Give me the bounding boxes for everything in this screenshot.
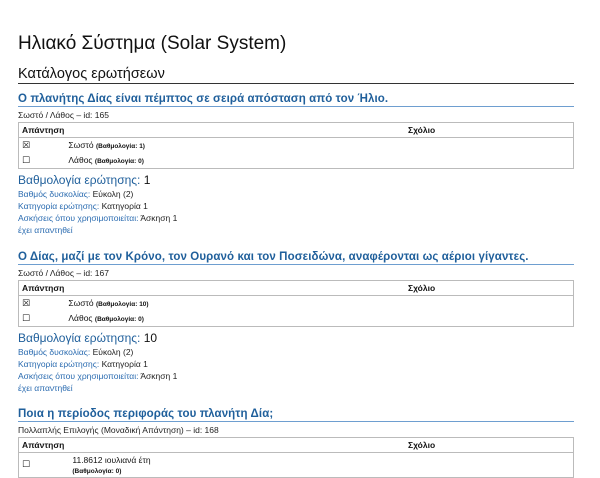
question-score-value: 1 (143, 173, 151, 187)
comment-column-header: Σχόλιο (405, 281, 574, 296)
answer-column-header: Απάντηση (19, 438, 406, 453)
answer-comment (405, 296, 574, 312)
category-label: Κατηγορία ερώτησης: (18, 359, 100, 369)
unchecked-checkbox-icon: ☐ (22, 313, 31, 323)
answer-text: 11.8612 ιουλιανά έτη (72, 455, 151, 465)
question-score-label: Βαθμολογία ερώτησης: (18, 173, 141, 187)
question-score-value: 10 (143, 331, 158, 345)
answer-row (19, 453, 574, 478)
answer-score: (Βαθμολογία: 1) (95, 143, 145, 150)
exercises-value: Άσκηση 1 (140, 213, 178, 223)
unchecked-checkbox-icon: ☐ (22, 459, 31, 469)
question-title: Ο Δίας, μαζί με τον Κρόνο, τον Ουρανό και τον Ποσειδώνα, αναφέρονται ως αέριοι γίγαντες. (18, 251, 529, 263)
difficulty-label: Βαθμός δυσκολίας: (18, 189, 91, 199)
answer-row (19, 311, 574, 327)
answer-row (19, 153, 574, 169)
answer-row (19, 296, 574, 312)
difficulty-line (18, 189, 574, 199)
exercises-value: Άσκηση 1 (140, 371, 178, 381)
answer-comment (405, 138, 574, 154)
question-title: Ο πλανήτης Δίας είναι πέμπτος σε σειρά απόσταση από τον Ήλιο. (18, 93, 389, 105)
answer-column-header: Απάντηση (19, 123, 406, 138)
answers-header-row (19, 438, 574, 453)
answer-comment (405, 453, 574, 478)
question-divider (18, 421, 574, 422)
answered-link[interactable]: έχει απαντηθεί (18, 225, 73, 235)
answer-row (19, 138, 574, 154)
question-score-label: Βαθμολογία ερώτησης: (18, 331, 141, 345)
question-block (18, 93, 574, 235)
answer-text: Λάθος (68, 155, 93, 165)
answer-score: (Βαθμολογία: 0) (94, 158, 144, 165)
page-title: Ηλιακό Σύστημα (Solar System) (18, 33, 287, 54)
comment-column-header: Σχόλιο (405, 438, 574, 453)
category-value: Κατηγορία 1 (101, 359, 148, 369)
category-line (18, 359, 574, 369)
checked-checkbox-icon: ☒ (22, 140, 31, 150)
answers-table (18, 122, 574, 169)
difficulty-label: Βαθμός δυσκολίας: (18, 347, 91, 357)
comment-column-header: Σχόλιο (405, 123, 574, 138)
category-label: Κατηγορία ερώτησης: (18, 201, 100, 211)
answer-text: Σωστό (68, 140, 94, 150)
question-block (18, 408, 574, 478)
section-divider (18, 83, 574, 84)
checked-checkbox-icon: ☒ (22, 298, 31, 308)
exercises-label: Ασκήσεις όπου χρησιμοποιείται: (18, 371, 139, 381)
answer-score: (Βαθμολογία: 10) (95, 301, 149, 308)
exercises-label: Ασκήσεις όπου χρησιμοποιείται: (18, 213, 139, 223)
exercises-line (18, 371, 574, 381)
unchecked-checkbox-icon: ☐ (22, 155, 31, 165)
question-meta: Σωστό / Λάθος – id: 165 (18, 110, 109, 120)
answers-header-row (19, 123, 574, 138)
question-title: Ποια η περίοδος περιφοράς του πλανήτη Δία; (18, 408, 274, 420)
question-meta: Πολλαπλής Επιλογής (Μοναδική Απάντηση) – id: 168 (18, 425, 219, 435)
answer-text: Λάθος (68, 313, 93, 323)
answer-score: (Βαθμολογία: 0) (94, 316, 144, 323)
answers-table (18, 437, 574, 478)
question-score (18, 173, 574, 187)
question-score (18, 331, 574, 345)
difficulty-value: Εύκολη (2) (92, 347, 134, 357)
answers-header-row (19, 281, 574, 296)
answer-comment (405, 311, 574, 327)
exercises-line (18, 213, 574, 223)
category-value: Κατηγορία 1 (101, 201, 148, 211)
answer-score: (Βαθμολογία: 0) (72, 468, 122, 475)
answer-column-header: Απάντηση (19, 281, 406, 296)
question-divider (18, 264, 574, 265)
answer-text: Σωστό (68, 298, 94, 308)
question-block (18, 251, 574, 393)
answered-link[interactable]: έχει απαντηθεί (18, 383, 73, 393)
difficulty-line (18, 347, 574, 357)
category-line (18, 201, 574, 211)
section-title: Κατάλογος ερωτήσεων (18, 66, 165, 82)
difficulty-value: Εύκολη (2) (92, 189, 134, 199)
answer-comment (405, 153, 574, 169)
question-divider (18, 106, 574, 107)
answers-table (18, 280, 574, 327)
question-meta: Σωστό / Λάθος – id: 167 (18, 268, 109, 278)
